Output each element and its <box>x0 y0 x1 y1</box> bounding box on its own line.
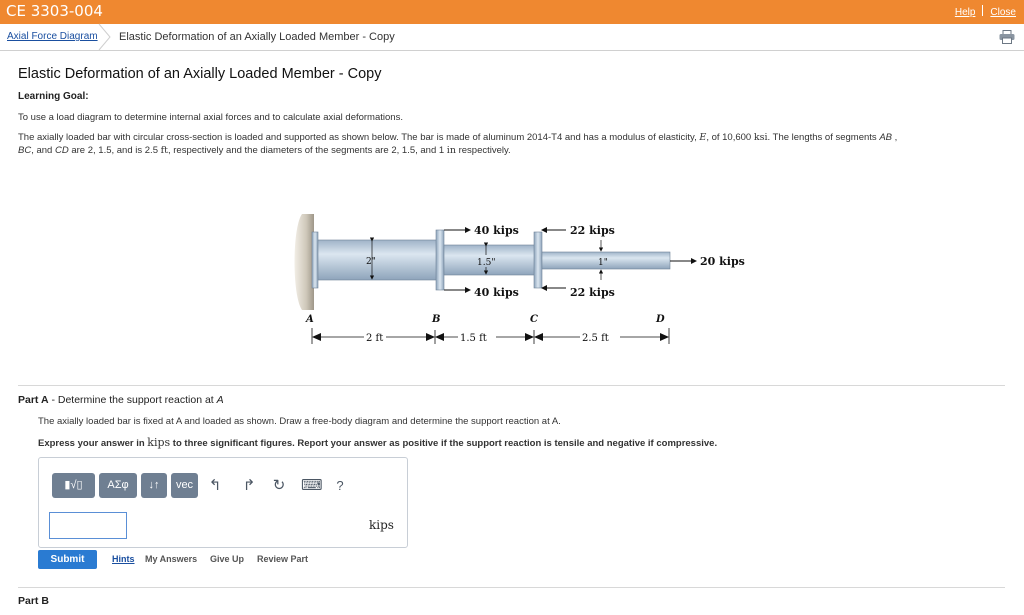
unit-in: in <box>446 145 456 156</box>
plate-b <box>436 230 444 290</box>
help-icon[interactable]: ? <box>336 478 344 493</box>
load-b-bottom: 40 kips <box>474 286 519 299</box>
problem-statement <box>18 131 1013 157</box>
page-title: Elastic Deformation of an Axially Loaded Member - Copy <box>18 66 382 82</box>
breadcrumb-chevron-icon <box>98 24 112 50</box>
plate-c <box>534 232 542 288</box>
breadcrumb-parent-link[interactable]: Axial Force Diagram <box>7 31 98 42</box>
bar-diagram <box>288 210 745 355</box>
sort-button[interactable]: ↓↑ <box>141 473 167 498</box>
print-icon[interactable] <box>999 30 1015 44</box>
problem-text: , of 10,600 <box>706 132 754 143</box>
point-a-label: A <box>306 314 314 325</box>
header-links <box>955 5 1016 18</box>
keyboard-icon[interactable]: ⌨ <box>301 477 323 494</box>
problem-text: , respectively and the diameters of the segments are 2, 1.5, and 1 <box>167 145 447 156</box>
course-title: CE 3303-004 <box>6 2 103 20</box>
unit-ksi: ksi <box>753 132 768 143</box>
load-b-top: 40 kips <box>474 224 519 237</box>
part-a-instructions <box>38 436 717 449</box>
submit-button[interactable]: Submit <box>38 550 97 569</box>
problem-text: . The lengths of segments <box>767 132 880 143</box>
length-cd-label: 2.5 ft <box>582 333 609 344</box>
part-a-point: A <box>216 394 224 406</box>
fixed-wall <box>295 214 315 310</box>
give-up-link[interactable]: Give Up <box>210 554 245 564</box>
help-link[interactable]: Help <box>954 7 976 18</box>
problem-text: The axially loaded bar with circular cross-section is loaded and supported as shown below. The bar is made of aluminum 2014-T4 and has a modulus of elasticity, <box>18 132 700 143</box>
segment-cd: CD <box>54 145 69 156</box>
diameter-ab-label: 2" <box>366 257 376 267</box>
modulus-symbol: E <box>699 132 707 143</box>
templates-button[interactable]: ▮√▯ <box>52 473 95 498</box>
learning-goal-label: Learning Goal: <box>18 91 89 102</box>
section-divider <box>18 587 1005 588</box>
point-c-label: C <box>530 314 538 325</box>
length-ab-label: 2 ft <box>366 333 384 344</box>
diameter-cd-label: 1" <box>598 258 608 268</box>
point-b-label: B <box>432 314 441 325</box>
redo-icon[interactable]: ↱ <box>242 477 256 494</box>
segment-ab-shape <box>318 240 438 280</box>
diameter-bc-label: 1.5" <box>477 258 496 268</box>
part-a-label: Part A <box>18 394 49 406</box>
load-c-top: 22 kips <box>570 224 615 237</box>
problem-text: , <box>892 132 898 143</box>
section-divider <box>18 385 1005 386</box>
answer-unit: kips <box>369 518 394 532</box>
answer-box <box>38 457 408 548</box>
unit-ft: ft <box>160 145 168 156</box>
breadcrumb <box>0 24 1024 51</box>
part-a-title <box>18 394 224 406</box>
segment-bc: BC <box>18 145 32 156</box>
segment-ab: AB <box>879 132 892 143</box>
instruction-text: Express your answer in <box>38 438 148 449</box>
length-bc-label: 1.5 ft <box>460 333 487 344</box>
answer-input[interactable] <box>49 512 127 539</box>
undo-icon[interactable]: ↰ <box>208 477 222 494</box>
problem-text: respectively. <box>455 145 511 156</box>
my-answers-link[interactable]: My Answers <box>145 554 198 564</box>
part-b-title[interactable]: Part B <box>18 595 49 607</box>
vector-button[interactable]: vec <box>171 473 198 498</box>
point-d-label: D <box>656 314 665 325</box>
hints-link[interactable]: Hints <box>112 554 135 564</box>
problem-text: are 2, 1.5, and is 2.5 <box>68 145 161 156</box>
flange-a <box>312 232 318 288</box>
link-separator <box>982 5 983 16</box>
top-bar <box>0 0 1024 24</box>
learning-goal-text: To use a load diagram to determine internal axial forces and to calculate axial deformations. <box>18 112 403 123</box>
instruction-text: to three significant figures. Report your answer as positive if the support reaction is tensile and negative if compressive. <box>170 438 718 449</box>
part-a-description: The axially loaded bar is fixed at A and loaded as shown. Draw a free-body diagram and determine the support reaction at A. <box>38 416 561 427</box>
review-part-link[interactable]: Review Part <box>257 554 309 564</box>
load-d: 20 kips <box>700 255 745 268</box>
reset-icon[interactable]: ↻ <box>272 477 286 494</box>
problem-text: , and <box>31 145 55 156</box>
instruction-unit: kips <box>147 436 171 449</box>
greek-letters-button[interactable]: ΑΣφ <box>99 473 137 498</box>
breadcrumb-current: Elastic Deformation of an Axially Loaded Member - Copy <box>119 31 395 43</box>
close-link[interactable]: Close <box>990 7 1016 18</box>
load-c-bottom: 22 kips <box>570 286 615 299</box>
part-a-title-text: - Determine the support reaction at <box>48 394 217 406</box>
